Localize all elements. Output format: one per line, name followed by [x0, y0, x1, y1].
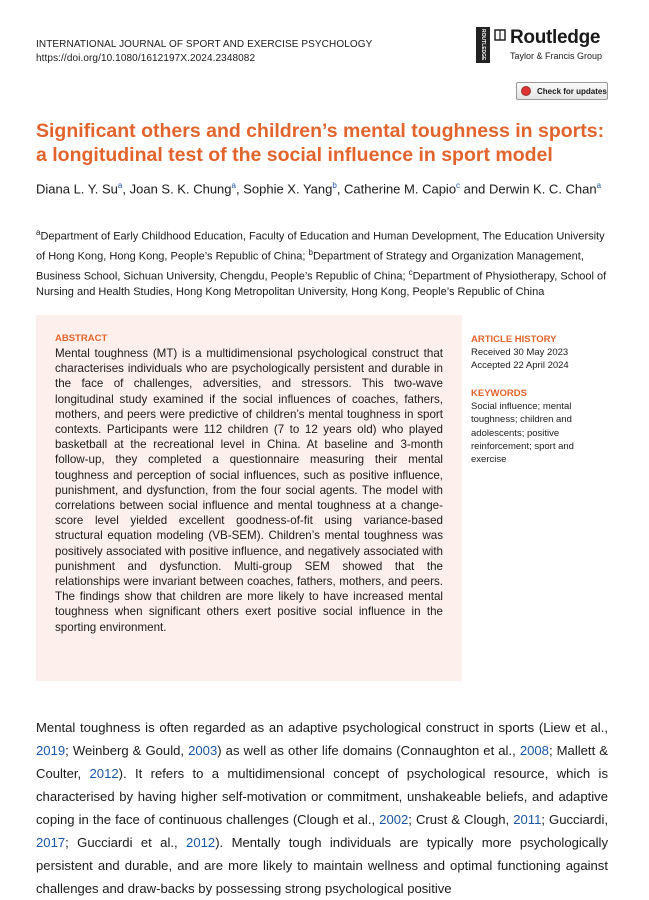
article-history-heading: ARTICLE HISTORY: [471, 334, 557, 345]
journal-header: [36, 38, 372, 66]
citation-link[interactable]: 2017: [36, 835, 66, 850]
abstract-box: [36, 315, 462, 681]
body-paragraph: [36, 716, 608, 900]
author-name[interactable]: Catherine M. Capio: [344, 181, 457, 197]
check-for-updates-label: Check for updates: [537, 87, 607, 96]
keywords-text: Social influence; mental toughness; children and adolescents; positive reinforcement; sport and exercise: [471, 401, 574, 466]
publisher-group: Taylor & Francis Group: [510, 51, 603, 61]
journal-doi[interactable]: https://doi.org/10.1080/1612197X.2024.2348082: [36, 53, 256, 64]
affiliations: [36, 225, 608, 301]
author-name[interactable]: Derwin K. C. Chan: [488, 181, 597, 197]
abstract-text: Mental toughness (MT) is a multidimensional psychological construct that characterises individuals who are psychologically persistent and durable in the face of challenges, adversities, and stressors. This two-wave longitudinal study examined if the social influences of coaches, fathers, mothers, and peers were predictive of children’s mental toughness in sport contexts. Participants were 112 children (7 to 12 years old) who played basketball at the recreational level in China. At baseline and 3-month follow-up, they completed a questionnaire measuring their mental toughness and perception of social influences, such as positive influence, punishment, and dysfunction, from the four social agents. The model with correlations between social influence and mental toughness at a change-score level yielded excellent goodness-of-fit using variance-based structural equation modeling (VB-SEM). Children’s mental toughness was positively associated with positive influence, and negatively associated with punishment and dysfunction. Multi-group SEM showed that the relationships were invariant between coaches, fathers, mothers, and peers. The findings show that children are more likely to have increased mental toughness when significant others exert positive social influence in the sporting environment.: [55, 347, 443, 634]
body-text-run: ; Weinberg & Gould,: [65, 743, 189, 758]
author-affil-sup[interactable]: a: [117, 181, 123, 190]
keywords: [471, 387, 611, 466]
check-for-updates-button[interactable]: [516, 82, 608, 100]
citation-link[interactable]: 2003: [188, 743, 218, 758]
author-affil-sup[interactable]: a: [596, 181, 602, 190]
publisher-spine: ROUTLEDGE: [476, 27, 490, 63]
author-list: Diana L. Y. Su$^a$, Joan S. K. Chung$^a$, Sophie X. Yang$^b$, Catherine M. Capio$^c$ and Derwin K. C. Chan$^a$: [36, 181, 602, 197]
body-text-run: ; Crust & Clough,: [408, 812, 514, 827]
keywords-heading: KEYWORDS: [471, 388, 527, 399]
author-name[interactable]: Sophie X. Yang: [243, 181, 333, 197]
citation-link[interactable]: 2012: [186, 835, 216, 850]
body-text-run: ). It refers to a multidimensional concept of psychological resource, which is characterised by having higher self-motivation or commitment, unshakeable beliefs, and adaptive coping in the face of continuous challenges (Clough et al.,: [36, 766, 608, 827]
author-affil-sup[interactable]: b: [332, 181, 337, 190]
author-affil-sup[interactable]: c: [456, 181, 461, 190]
body-text-run: ; Mallett & Coulter,: [36, 743, 608, 781]
author-affil-sup[interactable]: a: [231, 181, 236, 190]
affil-text: Department of Early Childhood Education, Faculty of Education and Human Development, The Education University of Hong Kong, Hong Kong, People’s Republic of China;: [36, 230, 605, 263]
publisher-logo[interactable]: [476, 27, 616, 65]
citation-link[interactable]: 2019: [36, 743, 66, 758]
citation-link[interactable]: 2012: [89, 766, 119, 781]
author-name[interactable]: Joan S. K. Chung: [129, 181, 232, 197]
body-text-run: ). Mentally tough individuals are typically more psychologically persistent and durable, and are more likely to maintain wellness and optimal functioning against challenges and draw-backs by possessing strong psychological positive: [36, 835, 608, 896]
body-text-run: ; Gucciardi,: [541, 812, 608, 827]
journal-name: INTERNATIONAL JOURNAL OF SPORT AND EXERCISE PSYCHOLOGY: [36, 39, 373, 50]
affil-sup: c: [408, 268, 413, 278]
affil-text: Department of Strategy and Organization Management, Business School, Sichuan University, Chengdu, People’s Republic of China;: [36, 250, 584, 283]
body-text-run: Mental toughness is often regarded as an adaptive psychological construct in sports (Liew et al.,: [36, 720, 608, 735]
book-icon: [494, 29, 506, 41]
publisher-name: Routledge: [510, 27, 601, 48]
article-history: [471, 333, 611, 373]
update-badge-icon: [521, 86, 531, 96]
author-name[interactable]: Diana L. Y. Su: [36, 181, 118, 197]
citation-link[interactable]: 2002: [379, 812, 409, 827]
accepted-date: Accepted 22 April 2024: [471, 360, 569, 372]
body-text-run: ; Gucciardi et al.,: [65, 835, 187, 850]
affil-text: Department of Physiotherapy, School of Nursing and Health Studies, Hong Kong Metropolitan University, Hong Kong, People’s Republic of China: [36, 270, 607, 299]
citation-link[interactable]: 2008: [519, 743, 549, 758]
body-text-run: ) as well as other life domains (Connaughton et al.,: [217, 743, 520, 758]
abstract-heading: ABSTRACT: [55, 333, 108, 344]
affil-sup: a: [36, 228, 41, 237]
citation-link[interactable]: 2011: [513, 812, 542, 827]
received-date: Received 30 May 2023: [471, 347, 569, 359]
article-title: Significant others and children’s mental toughness in sports: a longitudinal test of the social influence in sport model: [36, 120, 605, 166]
affil-sup: b: [308, 248, 313, 258]
